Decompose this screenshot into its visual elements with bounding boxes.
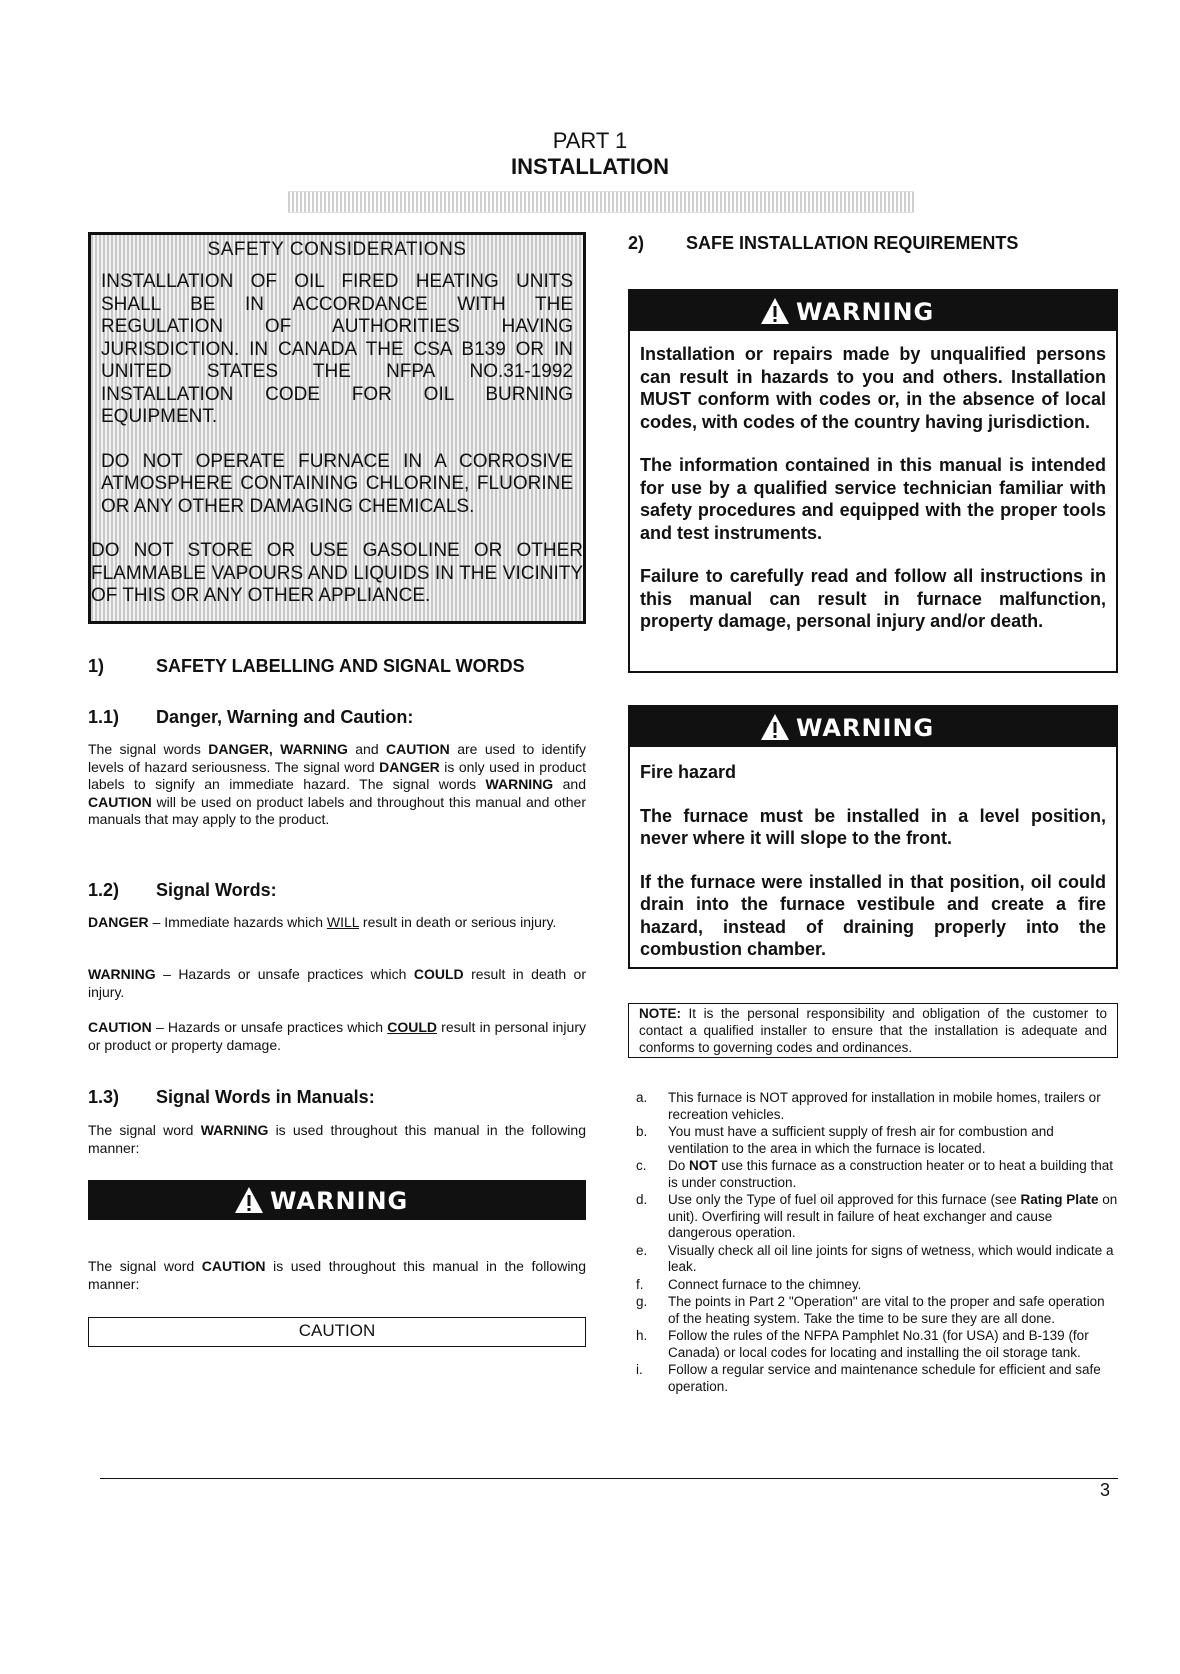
section-1-3-heading bbox=[88, 1087, 586, 1108]
list-item: h. Follow the rules of the NFPA Pamphlet No.31 (for USA) and B-139 (for Canada) or local codes for locating and installing the oil storage tank. bbox=[636, 1328, 1089, 1360]
warning-2-paragraph-1: Fire hazard bbox=[640, 762, 737, 782]
warning-banner-label: WARNING bbox=[270, 1187, 409, 1215]
warning-usage-text: The signal word WARNING is used throughout this manual in the following manner: bbox=[88, 1122, 586, 1156]
section-1-1-number: 1.1) bbox=[88, 707, 120, 727]
section-1-1-heading bbox=[88, 707, 586, 728]
section-2-title: SAFE INSTALLATION REQUIREMENTS bbox=[686, 233, 1019, 253]
warning-triangle-icon bbox=[760, 297, 790, 325]
warning-triangle-icon bbox=[760, 713, 790, 741]
list-item: e. Visually check all oil line joints for signs of wetness, which would indicate a leak. bbox=[636, 1242, 1114, 1274]
warning-1-paragraph-2: The information contained in this manual is intended for use by a qualified service technician familiar with safety procedures and equipped with the proper tools and test instruments. bbox=[640, 455, 1106, 543]
note-text: It is the personal responsibility and obligation of the customer to contact a qualified installer to ensure that the installation is adequate and conforms to governing codes and ordinances. bbox=[639, 1006, 1107, 1055]
safety-box-title: SAFETY CONSIDERATIONS bbox=[207, 239, 467, 260]
section-1-2-title: Signal Words: bbox=[156, 880, 277, 900]
section-1-1-body: The signal words DANGER, WARNING and CAUTION are used to identify levels of hazard seriousness. The signal word DANGER is only used in product labels to signify an immediate hazard. The signal words WARNING and CAUTION will be used on product labels and throughout this manual and other manuals that may apply to the product. bbox=[88, 741, 587, 827]
list-item: g. The points in Part 2 "Operation" are vital to the proper and safe operation of the heating system. Take the time to be sure they are all done. bbox=[636, 1294, 1105, 1326]
page-number: 3 bbox=[1100, 1480, 1111, 1500]
warning-2-paragraph-3: If the furnace were installed in that position, oil could drain into the furnace vestibule and create a fire hazard, instead of draining properly into the combustion chamber. bbox=[640, 871, 1106, 959]
safety-paragraph-1: INSTALLATION OF OIL FIRED HEATING UNITS SHALL BE IN ACCORDANCE WITH THE REGULATION OF AUTHORITIES HAVING JURISDICTION. IN CANADA THE CSA B139 OR IN UNITED STATES THE NFPA NO.31-1992 INSTALLATION CODE FOR OIL BURNING EQUIPMENT. bbox=[101, 271, 573, 427]
caution-example-box: CAUTION bbox=[88, 1317, 586, 1347]
section-2-heading bbox=[628, 233, 1118, 254]
warning-box-installation bbox=[628, 289, 1118, 673]
safety-paragraph-2: DO NOT OPERATE FURNACE IN A CORROSIVE ATMOSPHERE CONTAINING CHLORINE, FLUORINE OR ANY OTHER DAMAGING CHEMICALS. bbox=[101, 450, 573, 517]
warning-banner-1 bbox=[630, 291, 1116, 331]
list-item: i. Follow a regular service and maintenance schedule for efficient and safe operation. bbox=[636, 1362, 1101, 1394]
section-1-2-heading bbox=[88, 880, 586, 901]
footer-rule bbox=[100, 1478, 1118, 1479]
warning-box-fire-hazard bbox=[628, 705, 1118, 969]
signal-word-danger: DANGER – Immediate hazards which WILL result in death or serious injury. bbox=[88, 914, 557, 930]
signal-word-caution: CAUTION – Hazards or unsafe practices which COULD result in personal injury or product or property damage. bbox=[88, 1019, 586, 1053]
section-1-1-title: Danger, Warning and Caution: bbox=[156, 707, 414, 727]
decorative-band bbox=[288, 191, 914, 213]
part-number: PART 1 bbox=[552, 128, 628, 153]
section-2-number: 2) bbox=[628, 233, 645, 253]
note-label: NOTE: bbox=[639, 1006, 681, 1021]
warning-banner-label: WARNING bbox=[796, 714, 935, 742]
list-item: b. You must have a sufficient supply of fresh air for combustion and ventilation to the area in which the furnace is located. bbox=[636, 1124, 1054, 1156]
safety-considerations-box bbox=[88, 232, 586, 624]
section-1-title: SAFETY LABELLING AND SIGNAL WORDS bbox=[156, 656, 525, 676]
caution-usage-text: The signal word CAUTION is used throughout this manual in the following manner: bbox=[88, 1258, 586, 1292]
warning-triangle-icon bbox=[234, 1186, 264, 1214]
safety-paragraph-3: DO NOT STORE OR USE GASOLINE OR OTHER FLAMMABLE VAPOURS AND LIQUIDS IN THE VICINITY OF THIS OR ANY OTHER APPLIANCE. bbox=[91, 540, 583, 606]
section-1-heading bbox=[88, 656, 586, 677]
warning-1-paragraph-1: Installation or repairs made by unqualified persons can result in hazards to you and others. Installation MUST conform with codes or, in the absence of local codes, with codes of the country having jurisdiction. bbox=[640, 344, 1106, 432]
section-1-3-number: 1.3) bbox=[88, 1087, 120, 1107]
signal-word-warning: WARNING – Hazards or unsafe practices which COULD result in death or injury. bbox=[88, 966, 586, 1000]
section-1-number: 1) bbox=[88, 656, 105, 676]
list-item: f. Connect furnace to the chimney. bbox=[636, 1276, 862, 1292]
list-item: d. Use only the Type of fuel oil approved for this furnace (see Rating Plate on unit). Overfiring will result in failure of heat exchanger and cause dangerous operation. bbox=[636, 1192, 1118, 1240]
section-1-3-title: Signal Words in Manuals: bbox=[156, 1087, 375, 1107]
warning-banner-label: WARNING bbox=[796, 298, 935, 326]
list-item: a. This furnace is NOT approved for installation in mobile homes, trailers or recreation vehicles. bbox=[636, 1090, 1101, 1122]
list-item: c. Do NOT use this furnace as a construction heater or to heat a building that is under construction. bbox=[636, 1158, 1114, 1190]
note-box bbox=[628, 1003, 1118, 1058]
installation-requirements-list bbox=[628, 1090, 1118, 1396]
section-1-2-number: 1.2) bbox=[88, 880, 120, 900]
warning-example-banner bbox=[88, 1180, 586, 1220]
warning-banner-2 bbox=[630, 707, 1116, 747]
page-title: INSTALLATION bbox=[510, 154, 670, 179]
warning-2-paragraph-2: The furnace must be installed in a level position, never where it will slope to the front. bbox=[640, 805, 1106, 848]
warning-1-paragraph-3: Failure to carefully read and follow all instructions in this manual can result in furnace malfunction, property damage, personal injury and/or death. bbox=[640, 566, 1106, 631]
